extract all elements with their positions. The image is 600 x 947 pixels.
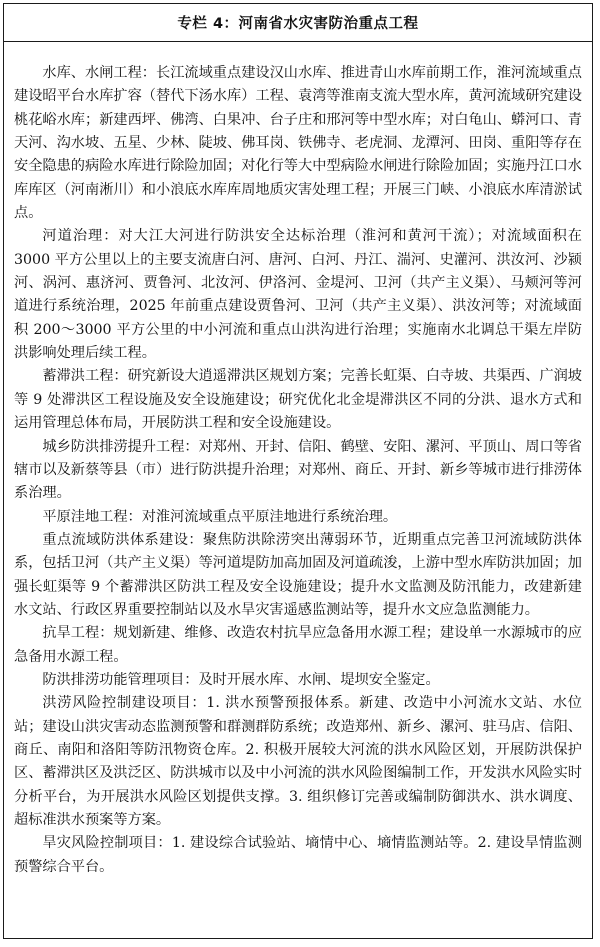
paragraph-river-management: 河道治理：对大江大河进行防洪安全达标治理（淮河和黄河干流）；对流域面积在 3000 平方公里以上的主要支流唐白河、唐河、白河、丹江、湍河、史灌河、洪汝河、沙颍河、涡河、惠济河、贾鲁河、北汝河、伊洛河、金堤河、卫河（共产主义渠）、马颊河等河道进行系统治理，2025 年前重点建设贾鲁河、卫河（共产主义渠）、洪汝河等；对流域面积 200～3000 平方公里的中小河流和重点山洪沟进行治理；实施南水北调总干渠左岸防洪影响处理后续工程。 (14, 228, 582, 362)
box-title: 专栏 4：河南省水灾害防治重点工程 (177, 16, 419, 32)
paragraph-basin-flood-system: 重点流域防洪体系建设：聚焦防洪除涝突出薄弱环节，近期重点完善卫河流域防洪体系，包括卫河（共产主义渠）等河道堤防加高加固及河道疏浚，上游中型水库防洪加固；加强长虹渠等 9 个蓄滞洪区防洪工程及安全设施建设；提升水文监测及防汛能力，改建新建水文站、行政区界重要控制站以及水旱灾害遥感监测站等，提升水文应急监测能力。 (14, 531, 582, 618)
paragraph-urban-flood-control: 城乡防洪排涝提升工程：对郑州、开封、信阳、鹤壁、安阳、漯河、平顶山、周口等省辖市以及新蔡等县（市）进行防洪提升治理；对郑州、商丘、开封、新乡等城市进行排涝体系治理。 (14, 438, 582, 502)
title-row (4, 4, 592, 42)
paragraph-drought-resistance: 抗旱工程：规划新建、维修、改造农村抗旱应急备用水源工程；建设单一水源城市的应急备用水源工程。 (14, 625, 582, 665)
paragraph-flood-risk-control: 洪涝风险控制建设项目：1. 洪水预警预报体系。新建、改造中小河流水文站、水位站；建设山洪灾害动态监测预警和群测群防系统；改造郑州、新乡、漯河、驻马店、信阳、商丘、南阳和洛阳等防汛物资仓库。2. 积极开展较大河流的洪水风险区划，开展防洪保护区、蓄滞洪区及洪泛区、防洪城市以及中小河流的洪水风险图编制工作，开发洪水风险实时分析平台，为开展洪水风险区划提供支撑。3. 组织修订完善或编制防御洪水、洪水调度、超标准洪水预案等方案。 (14, 695, 582, 828)
paragraph-function-management: 防洪排涝功能管理项目：及时开展水库、水闸、堤坝安全鉴定。 (42, 671, 440, 688)
paragraph-plain-lowland: 平原洼地工程：对淮河流域重点平原洼地进行系统治理。 (42, 508, 398, 525)
paragraph-reservoir-sluice: 水库、水闸工程：长江流域重点建设汉山水库、推进青山水库前期工作，淮河流域重点建设昭平台水库扩容（替代下汤水库）工程、袁湾等淮南支流大型水库，黄河流域研究建设桃花峪水库；新建西坪、佛湾、白果冲、台子庄和邢河等中型水库；对白龟山、蟒河口、青天河、沟水坡、五星、少林、陡坡、佛耳岗、铁佛寺、老虎洞、龙潭河、田岗、重阳等存在安全隐患的病险水库进行除险加固；对化行等大中型病险水闸进行除险加固；实施丹江口水库库区（河南淅川）和小浪底水库库周地质灾害处理工程；开展三门峡、小浪底水库清淤试点。 (14, 65, 582, 222)
paragraph-drought-risk-control: 旱灾风险控制项目：1. 建设综合试验站、墒情中心、墒情监测站等。2. 建设旱情监测预警综合平台。 (14, 835, 582, 875)
box-content (4, 42, 592, 879)
feature-box (3, 3, 593, 939)
paragraph-flood-detention: 蓄滞洪工程：研究新设大逍遥滞洪区规划方案；完善长虹渠、白寺坡、共渠西、广润坡等 9 处滞洪区工程设施及安全设施建设；研究优化北金堤滞洪区不同的分洪、退水方式和运用管理总体布局，开展防洪工程和安全设施建设。 (14, 368, 582, 432)
